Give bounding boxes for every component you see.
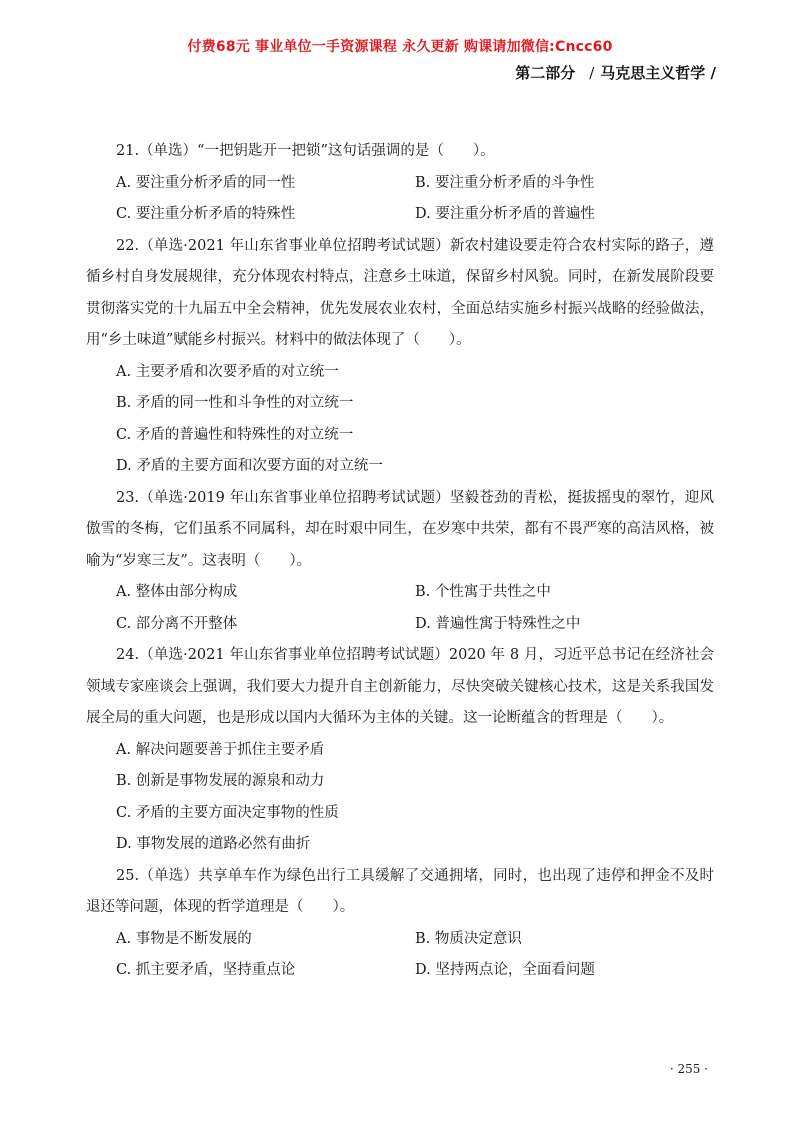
option-d: D. 要注重分析矛盾的普遍性	[415, 206, 595, 222]
header-title: 马克思主义哲学 /	[600, 64, 716, 82]
question-21	[86, 136, 714, 231]
header-separator: /	[589, 64, 595, 82]
question-stem: 22.（单选·2021 年山东省事业单位招聘考试试题）新农村建设要走符合农村实际的路子，遵循乡村自身发展规律，充分体现农村特点，注意乡土味道，保留乡村风貌。同时，在新发展阶段要贯彻落实党的十九届五中全会精神，优先发展农业农村，全面总结实施乡村振兴战略的经验做法，用“乡土味道”赋能乡村振兴。材料中的做法体现了（ ）。	[86, 237, 714, 348]
option-row	[86, 199, 714, 231]
option-c: C. 矛盾的主要方面决定事物的性质	[116, 804, 339, 821]
option-a: A. 要注重分析矛盾的同一性	[116, 174, 296, 191]
option-c: C. 要注重分析矛盾的特殊性	[116, 206, 296, 222]
option-d: D. 事物发展的道路必然有曲折	[116, 836, 311, 852]
option-row	[86, 924, 714, 956]
question-list	[86, 136, 714, 987]
header-part: 第二部分	[515, 64, 576, 82]
question-24	[86, 640, 714, 861]
question-25	[86, 861, 714, 987]
question-stem: 25.（单选）共享单车作为绿色出行工具缓解了交通拥堵，同时，也出现了违停和押金不及时退还等问题，体现的哲学道理是（ ）。	[86, 867, 714, 915]
option-row	[86, 577, 714, 609]
option-b: B. 物质决定意识	[415, 930, 522, 947]
option-c: C. 矛盾的普遍性和特殊性的对立统一	[116, 426, 354, 443]
option-d: D. 普遍性寓于特殊性之中	[415, 615, 581, 632]
option-b: B. 创新是事物发展的源泉和动力	[116, 773, 325, 789]
option-a: A. 主要矛盾和次要矛盾的对立统一	[116, 363, 339, 380]
page-header	[515, 62, 716, 83]
option-b: B. 个性寓于共性之中	[415, 584, 551, 600]
watermark-text: 付费68元 事业单位一手资源课程 永久更新 购课请加微信:Cncc60	[187, 39, 613, 55]
question-stem: 23.（单选·2019 年山东省事业单位招聘考试试题）坚毅苍劲的青松，挺拔摇曳的翠竹，迎风傲雪的冬梅，它们虽系不同属科，却在时艰中同生，在岁寒中共荣，都有不畏严寒的高洁风格，被喻为“岁寒三友”。这表明（ ）。	[86, 489, 714, 569]
option-a: A. 整体由部分构成	[116, 584, 238, 600]
option-d: D. 矛盾的主要方面和次要方面的对立统一	[116, 458, 383, 474]
option-row	[86, 168, 714, 200]
option-c: C. 部分离不开整体	[116, 615, 238, 632]
option-row	[86, 955, 714, 987]
question-22	[86, 231, 714, 483]
option-a: A. 事物是不断发展的	[116, 930, 252, 947]
option-d: D. 坚持两点论，全面看问题	[415, 962, 595, 978]
option-b: B. 矛盾的同一性和斗争性的对立统一	[116, 395, 354, 411]
question-23	[86, 483, 714, 641]
question-stem: 21.（单选）“一把钥匙开一把锁”这句话强调的是（ ）。	[116, 143, 495, 159]
option-c: C. 抓主要矛盾，坚持重点论	[116, 962, 296, 978]
option-b: B. 要注重分析矛盾的斗争性	[415, 174, 595, 191]
option-a: A. 解决问题要善于抓住主要矛盾	[116, 741, 325, 758]
option-row	[86, 609, 714, 641]
question-stem: 24.（单选·2021 年山东省事业单位招聘考试试题）2020 年 8 月，习近平总书记在经济社会领域专家座谈会上强调，我们要大力提升自主创新能力，尽快突破关键核心技术，这是关系我国发展全局的重大问题，也是形成以国内大循环为主体的关键。这一论断蕴含的哲理是（ ）。	[86, 647, 714, 726]
page-number: · 255 ·	[669, 1062, 708, 1076]
